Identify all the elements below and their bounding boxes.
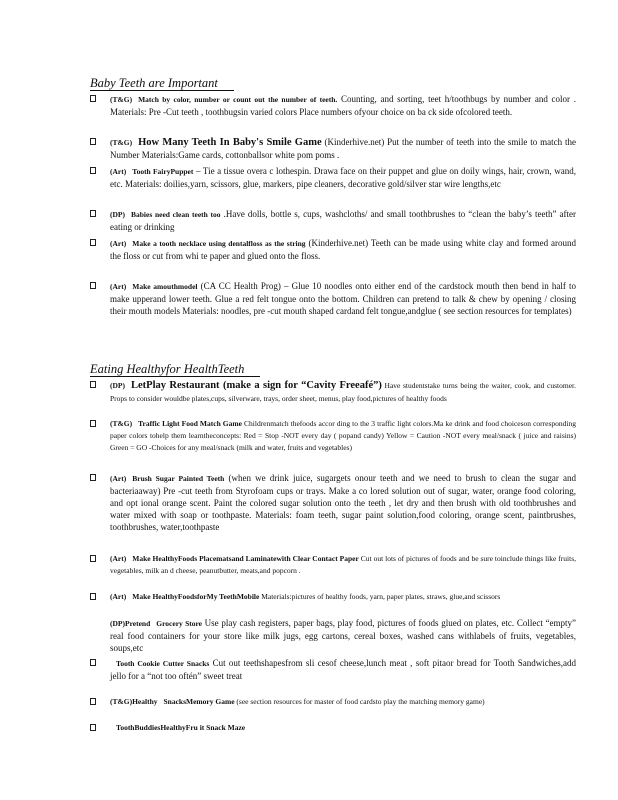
checkbox-bullet-icon bbox=[90, 95, 96, 102]
list-item bbox=[90, 208, 576, 233]
activity-tag: (DP) bbox=[110, 381, 125, 390]
activity-title: Make a tooth necklace using dentalfloss as the string bbox=[132, 239, 306, 248]
activity-description: Childrenmatch thefoods accor ding to the 3 traffic light colors.Ma ke drink and food choiceson corresponding paper colors tohelp them learntheconcepts: Red = Stop -NOT every day ( popand candy) Yellow = Caution -NOT every meal/snack ( juice and raisins) Green = GO -Choices for any meal/snack (milk and water, fruits and vegetables) bbox=[110, 419, 576, 452]
activity-tag: (T&G) bbox=[110, 419, 133, 428]
activity-description: (see section resources for master of food cardsto play the matching memory game) bbox=[234, 697, 485, 706]
activity-description: (Kinderhive.net) Put the number of teeth into the smile to match the Number Materials:Game cards, cottonballsor white pom poms . bbox=[110, 137, 576, 160]
activity-description: Have studentstake turns being the waiter, cook, and customer. Props to consider wouldbe plates,cups, silverware, trays, order sheet, menus, play food,pictures of healthy foods bbox=[110, 381, 577, 403]
activity-tag: (Art) bbox=[110, 592, 127, 601]
checkbox-bullet-icon bbox=[90, 381, 96, 388]
list-item bbox=[90, 472, 576, 533]
activity-title: Traffic Light Food Match Game bbox=[138, 419, 242, 428]
list-item-continued bbox=[90, 617, 576, 654]
list-item bbox=[90, 591, 576, 603]
activity-tag: (Art) bbox=[110, 167, 127, 176]
activity-tag: (Art) bbox=[110, 239, 127, 248]
section-title-eating-healthy: Eating Healthyfor HealthTeeth bbox=[90, 362, 260, 377]
list-item bbox=[90, 418, 576, 454]
list-item bbox=[90, 237, 576, 262]
activity-tag: (T&G) bbox=[110, 138, 133, 147]
checkbox-bullet-icon bbox=[90, 239, 96, 246]
section-title-baby-teeth: Baby Teeth are Important bbox=[90, 76, 234, 91]
activity-tag: (T&G) bbox=[110, 95, 133, 104]
list-item bbox=[90, 553, 576, 577]
list-item bbox=[90, 379, 576, 405]
checkbox-bullet-icon bbox=[90, 659, 96, 666]
activity-title: Brush Sugar Painted Teeth bbox=[132, 474, 225, 483]
activity-description: – Tie a tissue overa c lothespin. Drawa face on their puppet and glue on doily wings, hair, crown, wand, etc. Materials: doilies,yarn, scissors, glue, markers, pipe cleaners, decorative gold/silver star wire lengths,etc bbox=[110, 166, 576, 189]
checkbox-bullet-icon bbox=[90, 555, 96, 562]
activity-title: LetPlay Restaurant (make a sign for “Cavity Freeafé”) bbox=[131, 380, 382, 391]
activity-tag: (T&G)Healthy bbox=[110, 697, 158, 706]
activity-title: Tooth FairyPuppet bbox=[132, 167, 194, 176]
checkbox-bullet-icon bbox=[90, 167, 96, 174]
list-item bbox=[90, 722, 576, 734]
activity-title: Babies need clean teeth too bbox=[131, 210, 221, 219]
activity-title: SnacksMemory Game bbox=[163, 697, 235, 706]
activity-description: Cut out lots of pictures of foods and be sure toinclude things like fruits, vegetables, milk an d cheese, peanutbutter, meats,and popcorn . bbox=[110, 554, 577, 575]
activity-tag: (DP) bbox=[110, 210, 125, 219]
activity-tag: (DP)Pretend bbox=[110, 619, 151, 628]
activity-description: .Have dolls, bottle s, cups, washcloths/ and small toothbrushes to “clean the baby’s teeth” after eating or drinking bbox=[110, 209, 576, 232]
activity-description: (Kinderhive.net) Teeth can be made using white clay and formed around the floss or cut from whi te paper and glued onto the floss. bbox=[110, 238, 577, 261]
activity-title: Make HealthyFoods Placematsand Laminatewith Clear Contact Paper bbox=[132, 554, 359, 563]
list-item bbox=[90, 165, 576, 190]
checkbox-bullet-icon bbox=[90, 474, 96, 481]
activity-description: Use play cash registers, paper bags, play food, pictures of foods glued on plates, etc. Collect “empty” real food containers for your store like milk jugs, egg cartons, cereal boxes, washed cans withlabels of fruits, vegetables, soups,etc bbox=[110, 618, 576, 653]
checkbox-bullet-icon bbox=[90, 138, 96, 145]
checkbox-bullet-icon bbox=[90, 282, 96, 289]
list-item bbox=[90, 696, 576, 708]
checkbox-bullet-icon bbox=[90, 593, 96, 600]
activity-title: Make HealthyFoodsforMy TeethMobile bbox=[132, 592, 260, 601]
activity-title: Make amouthmodel bbox=[132, 282, 198, 291]
activity-description: (CA CC Health Prog) – Glue 10 noodles onto either end of the cardstock mouth then bend in half to make upperand lower teeth. Glue a red felt tongue onto the bottom. Children can pretend to talk & chew by opening / closing their mouth models Materials: noodles, pre -cut mouth shaped cardand felt tongue,andglue ( see section resources for templates) bbox=[110, 281, 577, 316]
activity-title: Grocery Store bbox=[156, 619, 203, 628]
activity-description: Counting, and sorting, teet h/toothbugs by number and color . Materials: Pre -Cut teeth , toothbugsin varied colors Place numbers ofyour choice on ba ck side ofcolored teeth. bbox=[110, 94, 576, 117]
activity-title: ToothBuddiesHealthyFru it Snack Maze bbox=[116, 723, 246, 732]
list-item bbox=[90, 280, 576, 317]
activity-description: Cut out teethshapesfrom sli cesof cheese,lunch meat , soft pitaor bread for Tooth Sandwiches,add jello for a “not too oftén” sweet treat bbox=[110, 658, 576, 681]
activity-title: Match by color, number or count out the number of teeth. bbox=[138, 95, 338, 104]
checkbox-bullet-icon bbox=[90, 420, 96, 427]
activity-description: Materials:pictures of healthy foods, yarn, paper plates, straws, glue,and scissors bbox=[259, 592, 501, 601]
list-item bbox=[90, 136, 576, 161]
checkbox-bullet-icon bbox=[90, 210, 96, 217]
activity-tag: (Art) bbox=[110, 554, 127, 563]
activity-tag: (Art) bbox=[110, 474, 127, 483]
activity-tag: (Art) bbox=[110, 282, 127, 291]
list-item bbox=[90, 93, 576, 118]
activity-title: How Many Teeth In Baby's Smile Game bbox=[138, 137, 322, 148]
list-item bbox=[90, 657, 576, 682]
activity-title: Tooth Cookie Cutter Snacks bbox=[116, 659, 210, 668]
checkbox-bullet-icon bbox=[90, 698, 96, 705]
activity-description: (when we drink juice, sugargets onour teeth and we need to brush to clean the sugar and bacteriaaway) Pre -cut teeth from Styrofoam cups or trays. Make a co lored solution out of sugar, water, orange food coloring, and opt ional orange scent. Paint the colored sugar solution onto the teeth , let dry and then brush with old toothbrushes and water mixed with soap or toothpaste. Materials: foam teeth, sugar paint solution,food coloring, orange scent, paintbrushes, toothbrushes, water,toothpaste bbox=[110, 473, 576, 532]
checkbox-bullet-icon bbox=[90, 724, 96, 731]
